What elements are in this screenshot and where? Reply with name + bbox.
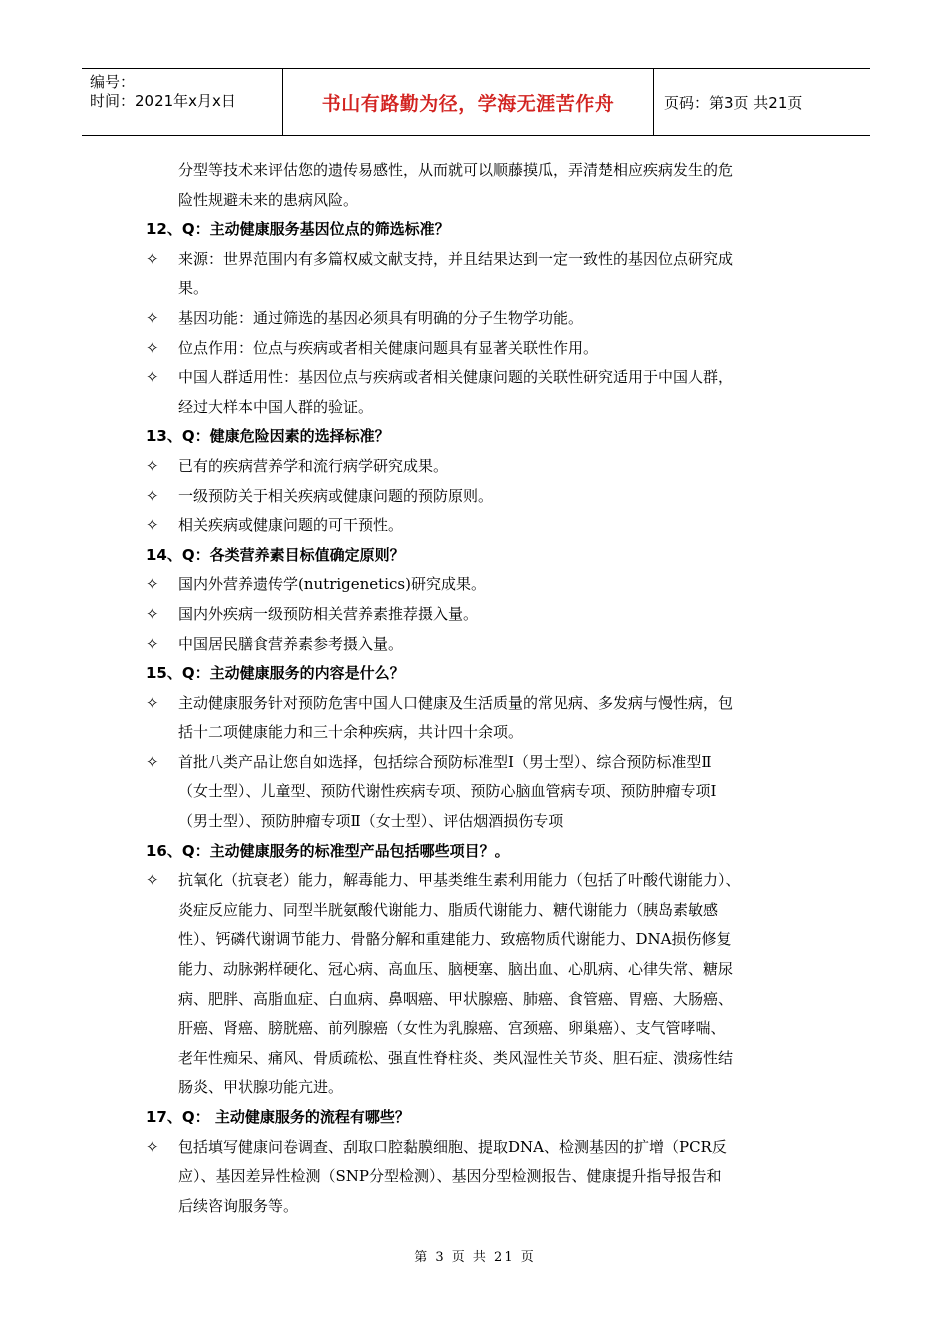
bullet-diamond-icon: ✧ (146, 693, 159, 712)
bullet-text: 相关疾病或健康问题的可干预性。 (178, 516, 404, 535)
bullet-text: 后续咨询服务等。 (178, 1196, 299, 1215)
question-heading: 17、Q： 主动健康服务的流程有哪些？ (146, 1108, 410, 1126)
bullet-text: 肝癌、肾癌、膀胱癌、前列腺癌（女性为乳腺癌、宫颈癌、卵巢癌）、支气管哮喘、 (178, 1019, 726, 1038)
question-heading: 12、Q：主动健康服务基因位点的筛选标准？ (146, 220, 450, 239)
header-page-cell (654, 69, 870, 135)
bullet-text: 已有的疾病营养学和流行病学研究成果。 (178, 456, 449, 475)
bullet-text: 能力、动脉粥样硬化、冠心病、高血压、脑梗塞、脑出血、心肌病、心律失常、糖尿 (178, 960, 734, 979)
bullet-text: 括十二项健康能力和三十余种疾病，共计四十余项。 (178, 723, 524, 742)
bullet-diamond-icon: ✧ (146, 338, 159, 357)
date-label: 时间：2021年x月x日 (90, 92, 236, 110)
bullet-text: 一级预防关于相关疾病或健康问题的预防原则。 (178, 486, 494, 505)
bullet-text: 中国人群适用性：基因位点与疾病或者相关健康问题的关联性研究适用于中国人群， (178, 368, 734, 387)
bullet-item (146, 334, 816, 364)
paragraph-line: 险性规避未来的患病风险。 (178, 190, 359, 209)
bullet-diamond-icon: ✧ (146, 486, 159, 505)
header-motto-cell (282, 69, 654, 135)
bullet-diamond-icon: ✧ (146, 1137, 159, 1156)
bullet-item (146, 304, 816, 334)
bullet-text: （女士型）、儿童型、预防代谢性疾病专项、预防心脑血管病专项、预防肿瘤专项Ⅰ (178, 782, 717, 801)
bullet-item (146, 363, 816, 422)
question-heading: 14、Q：各类营养素目标值确定原则？ (146, 545, 405, 564)
question-heading: 16、Q：主动健康服务的标准型产品包括哪些项目？。 (146, 841, 510, 860)
bullet-item (146, 630, 816, 660)
bullet-text: 包括填写健康问卷调查、刮取口腔黏膜细胞、提取DNA、检测基因的扩增（PCR反 (178, 1137, 727, 1156)
header-meta-cell (82, 69, 282, 135)
bullet-text: 果。 (178, 279, 209, 298)
bullet-item (146, 570, 816, 600)
document-header (82, 68, 870, 136)
bullet-diamond-icon: ✧ (146, 871, 159, 890)
bullet-text: 来源：世界范围内有多篇权威文献支持，并且结果达到一定一致性的基因位点研究成 (178, 249, 734, 268)
bullet-text: 老年性痴呆、痛风、骨质疏松、强直性脊柱炎、类风湿性关节炎、胆石症、溃疡性结 (178, 1048, 734, 1067)
paragraph-line: 分型等技术来评估您的遗传易感性，从而就可以顺藤摸瓜，弄清楚相应疾病发生的危 (178, 161, 734, 179)
question-heading: 13、Q：健康危险因素的选择标准？ (146, 427, 390, 446)
bullet-text: 位点作用：位点与疾病或者相关健康问题具有显著关联性作用。 (178, 338, 599, 357)
header-motto: 书山有路勤为径，学海无涯苦作舟 (321, 92, 615, 115)
page-footer: 第 3 页 共 21 页 (414, 1250, 536, 1265)
bullet-text: 性）、钙磷代谢调节能力、骨骼分解和重建能力、致癌物质代谢能力、DNA损伤修复 (178, 930, 732, 949)
bullet-diamond-icon: ✧ (146, 308, 159, 327)
bullet-item (146, 866, 816, 1103)
bullet-text: 基因功能：通过筛选的基因必须具有明确的分子生物学功能。 (178, 308, 584, 327)
header-page-number: 页码：第3页 共21页 (664, 93, 803, 112)
bullet-diamond-icon: ✧ (146, 368, 159, 387)
bullet-text: 首批八类产品让您自如选择，包括综合预防标准型Ⅰ（男士型）、综合预防标准型Ⅱ (178, 752, 712, 771)
bullet-diamond-icon: ✧ (146, 604, 159, 623)
bullet-diamond-icon: ✧ (146, 752, 159, 771)
bullet-diamond-icon: ✧ (146, 249, 159, 268)
bullet-diamond-icon: ✧ (146, 575, 159, 594)
bullet-item (146, 245, 816, 304)
bullet-text: 抗氧化（抗衰老）能力，解毒能力、甲基类维生素利用能力（包括了叶酸代谢能力）、 (178, 871, 741, 890)
bullet-item (146, 748, 816, 837)
bullet-item (146, 689, 816, 748)
bullet-diamond-icon: ✧ (146, 456, 159, 475)
bullet-text: 肠炎、甲状腺功能亢进。 (178, 1078, 344, 1097)
bullet-item (146, 452, 816, 482)
serial-number-label: 编号： (90, 73, 136, 91)
bullet-text: 国内外营养遗传学(nutrigenetics)研究成果。 (178, 575, 486, 594)
bullet-item (146, 1133, 816, 1222)
bullet-item (146, 511, 816, 541)
bullet-item (146, 482, 816, 512)
bullet-text: 经过大样本中国人群的验证。 (178, 397, 374, 416)
bullet-text: （男士型）、预防肿瘤专项Ⅱ（女士型）、评估烟酒损伤专项 (178, 812, 564, 831)
bullet-diamond-icon: ✧ (146, 634, 159, 653)
bullet-text: 国内外疾病一级预防相关营养素推荐摄入量。 (178, 604, 479, 623)
bullet-text: 中国居民膳食营养素参考摄入量。 (178, 634, 404, 653)
bullet-item (146, 600, 816, 630)
bullet-diamond-icon: ✧ (146, 516, 159, 535)
bullet-text: 应）、基因差异性检测（SNP分型检测）、基因分型检测报告、健康提升指导报告和 (178, 1167, 722, 1186)
bullet-text: 炎症反应能力、同型半胱氨酸代谢能力、脂质代谢能力、糖代谢能力（胰岛素敏感 (178, 900, 719, 919)
question-heading: 15、Q：主动健康服务的内容是什么？ (146, 664, 405, 683)
bullet-text: 病、肥胖、高脂血症、白血病、鼻咽癌、甲状腺癌、肺癌、食管癌、胃癌、大肠癌、 (178, 989, 734, 1008)
document-body (146, 156, 816, 1221)
bullet-text: 主动健康服务针对预防危害中国人口健康及生活质量的常见病、多发病与慢性病，包 (178, 693, 734, 712)
